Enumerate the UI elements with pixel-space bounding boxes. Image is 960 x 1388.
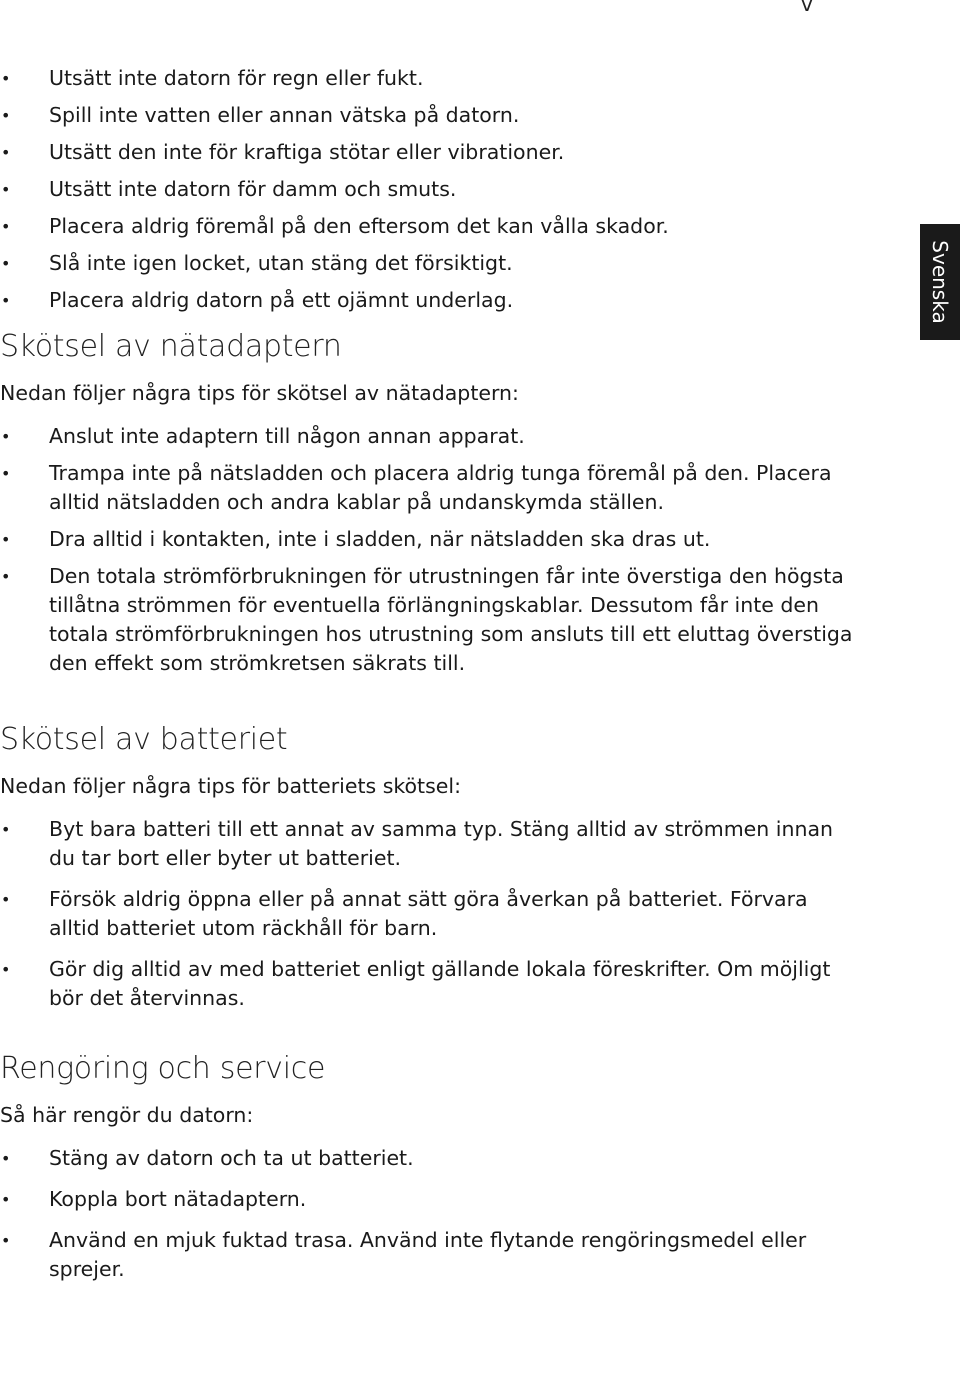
list-item: • Gör dig alltid av med batteriet enligt gällande lokala föreskrifter. Om möjligt bör det återvinnas. (0, 955, 860, 1013)
care-list (0, 64, 860, 315)
list-item: • Utsätt inte datorn för regn eller fukt. (0, 64, 860, 93)
list-item: • Dra alltid i kontakten, inte i sladden, när nätsladden ska dras ut. (0, 525, 860, 554)
list-item: • Byt bara batteri till ett annat av samma typ. Stäng alltid av strömmen innan du tar bort eller byter ut batteriet. (0, 815, 860, 873)
list-item: • Stäng av datorn och ta ut batteriet. (0, 1144, 860, 1173)
list-item: • Trampa inte på nätsladden och placera aldrig tunga föremål på den. Placera alltid nätsladden och andra kablar på undanskymda ställen. (0, 459, 860, 517)
list-item: • Anslut inte adaptern till någon annan apparat. (0, 422, 860, 451)
section-intro-cleaning: Så här rengör du datorn: (0, 1103, 254, 1127)
page-number: v (801, 0, 813, 16)
list-item: • Spill inte vatten eller annan vätska på datorn. (0, 101, 860, 130)
battery-list (0, 815, 860, 1013)
list-item: • Försök aldrig öppna eller på annat sätt göra åverkan på batteriet. Förvara alltid batteriet utom räckhåll för barn. (0, 885, 860, 943)
language-side-tab (920, 224, 960, 340)
list-item: • Placera aldrig datorn på ett ojämnt underlag. (0, 286, 860, 315)
list-item: • Utsätt den inte för kraftiga stötar eller vibrationer. (0, 138, 860, 167)
language-label: Svenska (928, 240, 952, 324)
section-intro-battery: Nedan följer några tips för batteriets skötsel: (0, 774, 461, 798)
list-item: • Utsätt inte datorn för damm och smuts. (0, 175, 860, 204)
list-item: • Slå inte igen locket, utan stäng det försiktigt. (0, 249, 860, 278)
list-item: • Den totala strömförbrukningen för utrustningen får inte överstiga den högsta tillåtna strömmen för eventuella förlängningskablar. Dessutom får inte den totala strömförbrukningen hos utrustning som ansluts till ett eluttag överstiga den effekt som strömkretsen säkrats till. (0, 562, 860, 678)
cleaning-list (0, 1144, 860, 1284)
section-intro-adapter: Nedan följer några tips för skötsel av nätadaptern: (0, 381, 519, 405)
list-item: • Använd en mjuk fuktad trasa. Använd inte flytande rengöringsmedel eller sprejer. (0, 1226, 860, 1284)
section-heading-cleaning: Rengöring och service (0, 1051, 326, 1086)
document-body (0, 64, 860, 1296)
list-item: • Placera aldrig föremål på den eftersom det kan vålla skador. (0, 212, 860, 241)
section-heading-adapter: Skötsel av nätadaptern (0, 329, 342, 364)
list-item: • Koppla bort nätadaptern. (0, 1185, 860, 1214)
section-heading-battery: Skötsel av batteriet (0, 722, 288, 757)
adapter-list (0, 422, 860, 678)
